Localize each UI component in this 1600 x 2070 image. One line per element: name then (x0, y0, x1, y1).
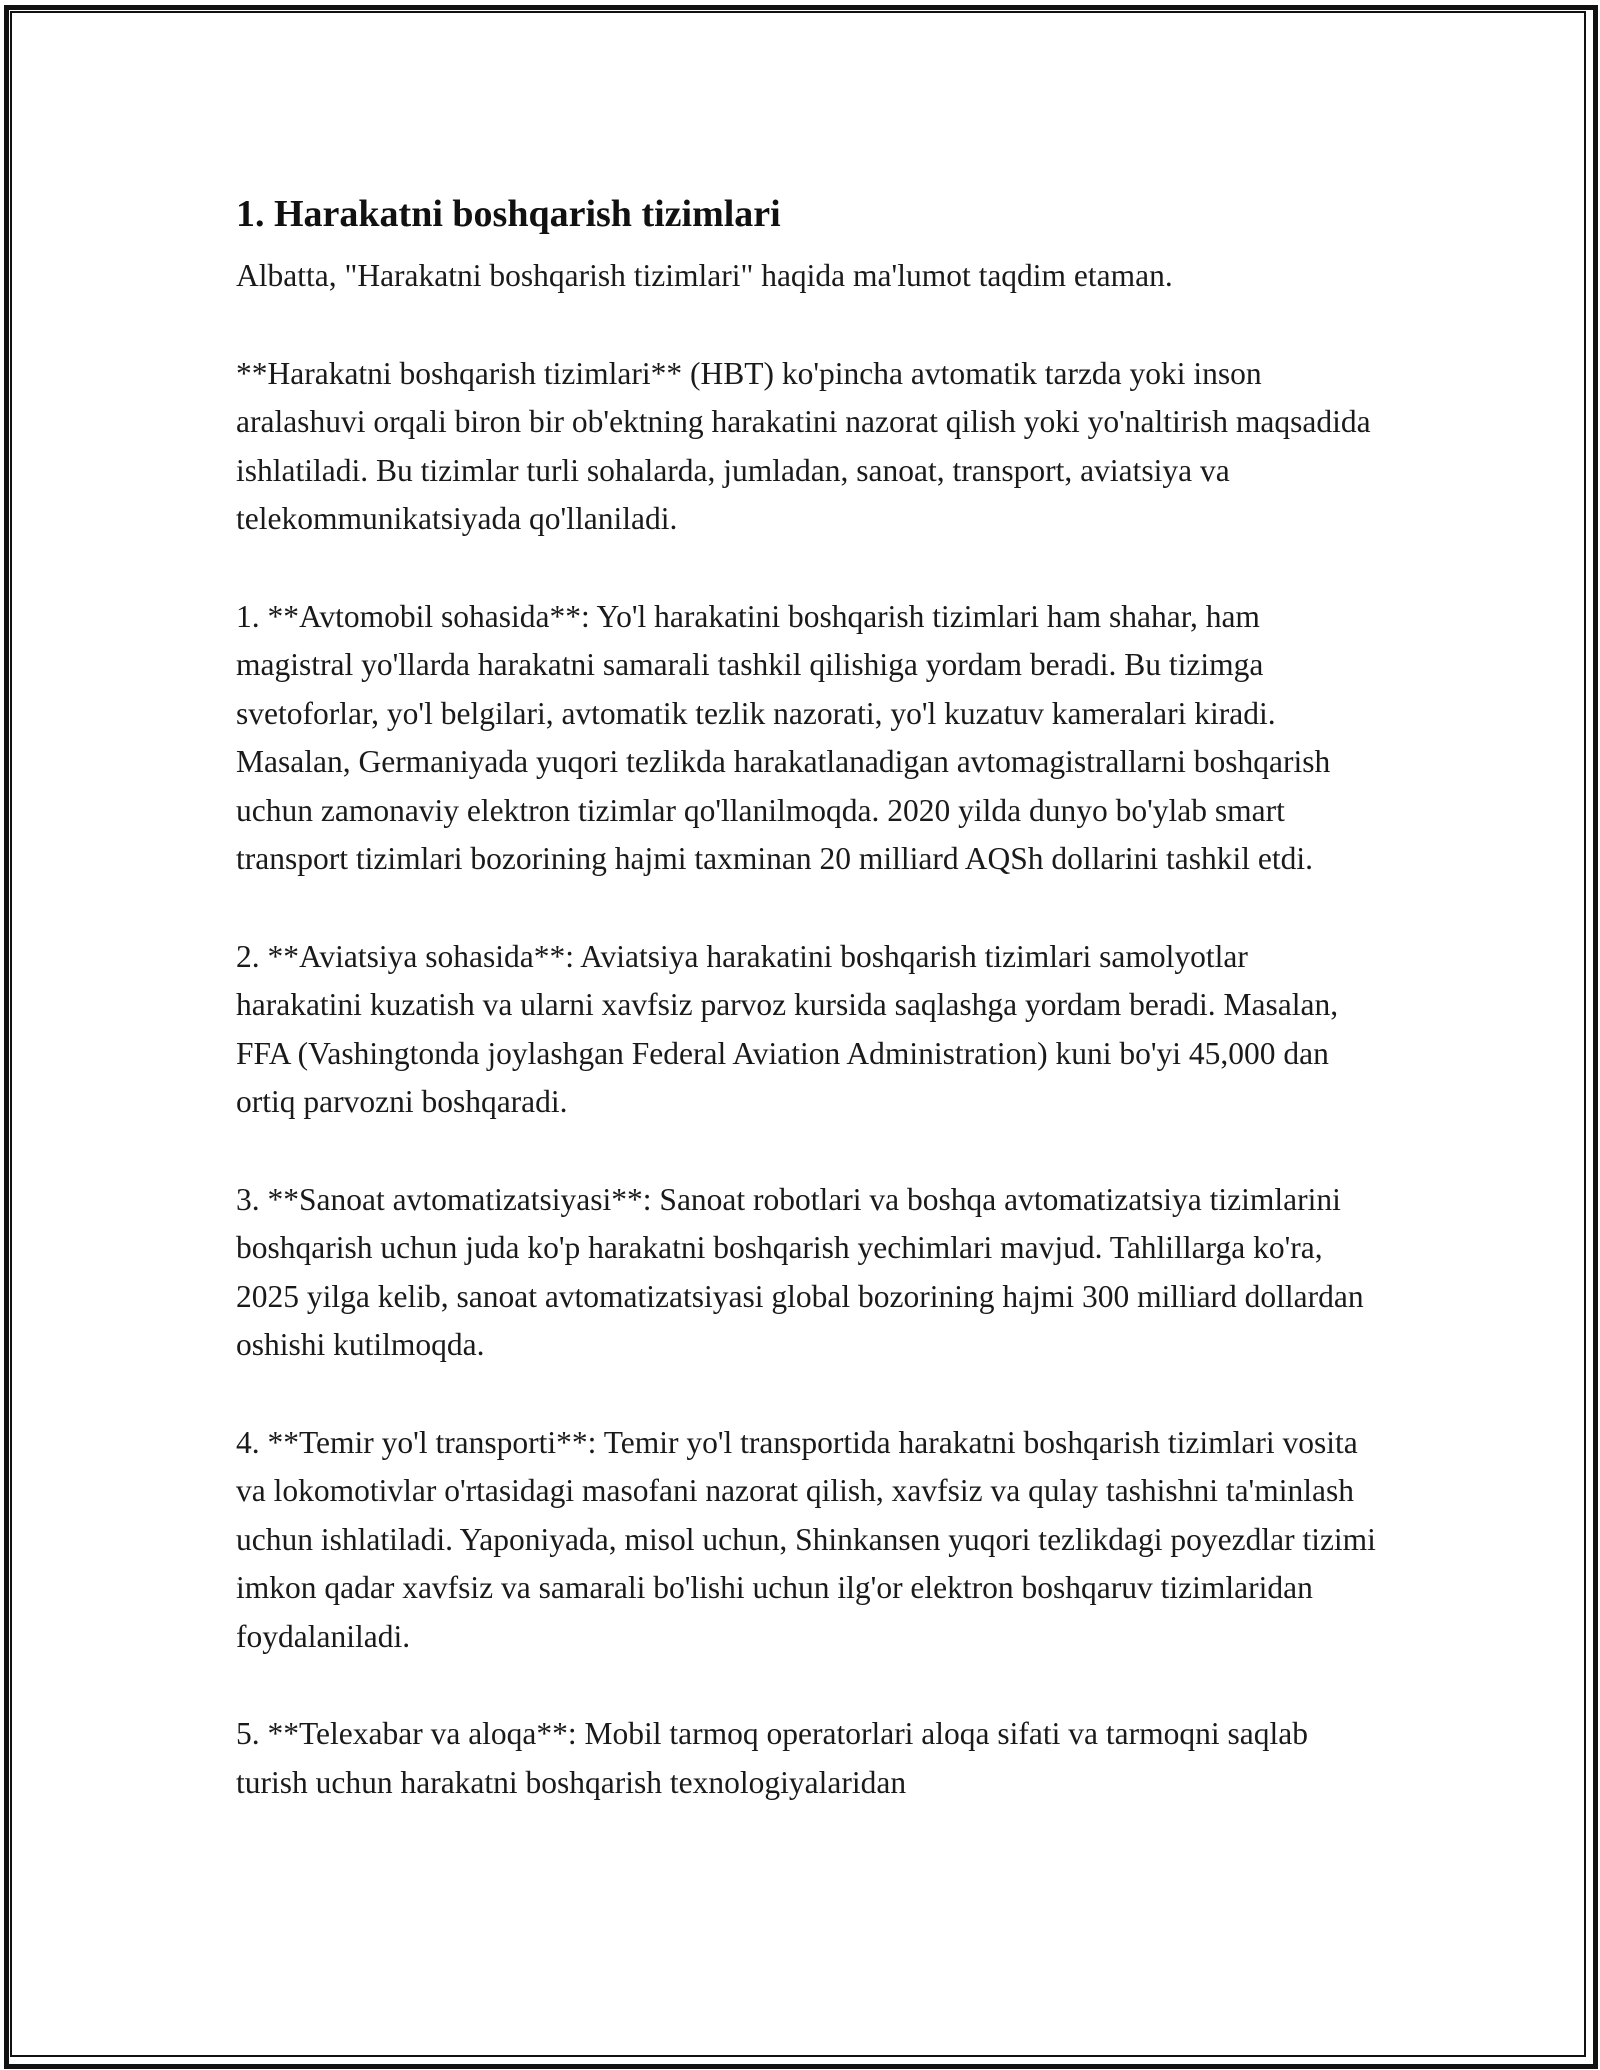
section-heading: 1. Harakatni boshqarish tizimlari (236, 193, 781, 235)
paragraph-industrial-automation: 3. **Sanoat avtomatizatsiyasi**: Sanoat robotlari va boshqa avtomatizatsiya tizimlarini boshqarish uchun juda ko'p harakatni boshqarish yechimlari mavjud. Tahlillarga ko'ra, 2025 yilga kelib, sanoat avtomatizatsiyasi global bozorining hajmi 300 milliard dollardan oshishi kutilmoqda. (236, 1181, 1364, 1362)
paragraph-railway: 4. **Temir yo'l transporti**: Temir yo'l transportida harakatni boshqarish tizimlari vosita va lokomotivlar o'rtasidagi masofani nazorat qilish, xavfsiz va qulay tashishni ta'minlash uchun ishlatiladi. Yaponiyada, misol uchun, Shinkansen yuqori tezlikdagi poyezdlar tizimi imkon qadar xavfsiz va samarali bo'lishi uchun ilg'or elektron boshqaruv tizimlaridan foydalaniladi. (236, 1424, 1376, 1654)
paragraph-automotive: 1. **Avtomobil sohasida**: Yo'l harakatini boshqarish tizimlari ham shahar, ham magistral yo'llarda harakatni samarali tashkil qilishiga yordam beradi. Bu tizimga svetoforlar, yo'l belgilari, avtomatik tezlik nazorati, yo'l kuzatuv kameralari kiradi. Masalan, Germaniyada yuqori tezlikda harakatlanadigan avtomagistrallarni boshqarish uchun zamonaviy elektron tizimlar qo'llanilmoqda. 2020 yilda dunyo bo'ylab smart transport tizimlari bozorining hajmi taxminan 20 milliard AQSh dollarini tashkil etdi. (236, 598, 1331, 876)
paragraph-telecom: 5. **Telexabar va aloqa**: Mobil tarmoq operatorlari aloqa sifati va tarmoqni saqlab turish uchun harakatni boshqarish texnologiyalaridan (236, 1716, 1308, 1800)
paragraph-overview: **Harakatni boshqarish tizimlari** (HBT) ko'pincha avtomatik tarzda yoki inson aralashuvi orqali biron bir ob'ektning harakatini nazorat qilish yoki yo'naltirish maqsadida ishlatiladi. Bu tizimlar turli sohalarda, jumladan, sanoat, transport, aviatsiya va telekommunikatsiyada qo'llaniladi. (236, 355, 1371, 536)
intro-paragraph: Albatta, "Harakatni boshqarish tizimlari" haqida ma'lumot taqdim etaman. (236, 258, 1173, 293)
document-body (236, 186, 1376, 1807)
paragraph-aviation: 2. **Aviatsiya sohasida**: Aviatsiya harakatini boshqarish tizimlari samolyotlar harakatini kuzatish va ularni xavfsiz parvoz kursida saqlashga yordam beradi. Masalan, FFA (Vashingtonda joylashgan Federal Aviation Administration) kuni bo'yi 45,000 dan ortiq parvozni boshqaradi. (236, 938, 1339, 1119)
